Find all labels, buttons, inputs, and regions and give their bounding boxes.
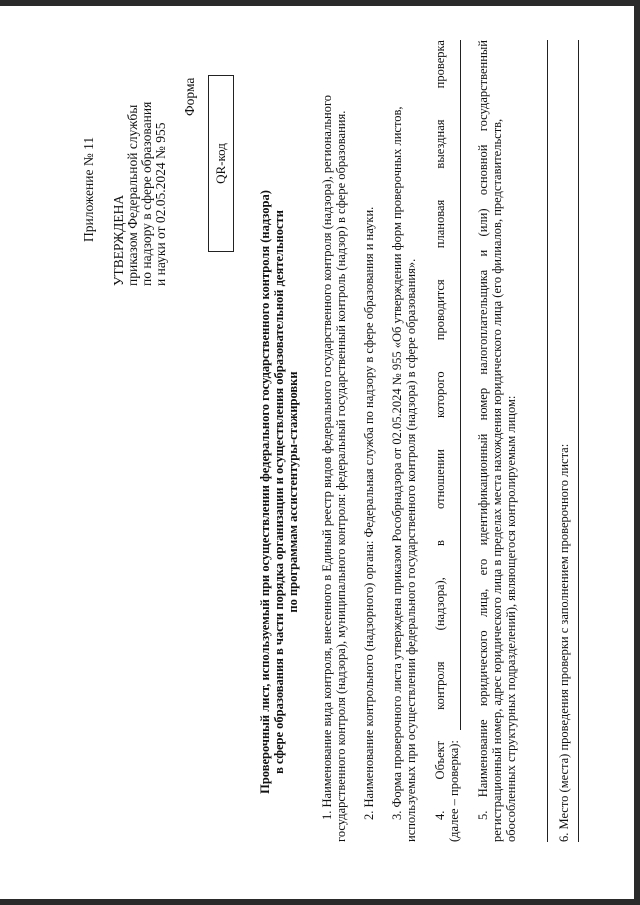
item-5-line-3: обособленных структурных подразделений), являющегося контролируемым лицом: xyxy=(504,395,518,842)
item-3-line-2: используемых при осуществлении федерального государственного контроля (надзора) в сфере образования». xyxy=(404,258,418,842)
item-3-line-1: 3. Форма проверочного листа утверждена приказом Рособрнадзора от 02.05.2024 № 955 «Об утверждении форм проверочных листов, xyxy=(390,106,404,820)
item-5-line-2: регистрационный номер, адрес юридического лица в пределах места нахождения юридического лица (его филиалов, представительств, xyxy=(490,118,504,842)
scan-border-bottom xyxy=(0,899,640,905)
title-line-3: по программам ассистентуры-стажировки xyxy=(286,371,300,613)
scan-border-right xyxy=(634,0,640,905)
item-5-line-1: 5. Наименование юридического лица, его идентификационный номер налогоплательщика и (или) основной государственный xyxy=(476,40,490,820)
rotated-document-page xyxy=(40,40,600,852)
item-1-line-1: 1. Наименование вида контроля, внесенного в Единый реестр видов федерального государственного контроля (надзора), регионального xyxy=(320,94,334,820)
order-line-1: приказом Федеральной службы xyxy=(125,104,140,286)
appendix-number: Приложение № 11 xyxy=(81,136,96,242)
item-4-fill-line xyxy=(460,40,461,730)
item-4-line-2: (далее – проверка): xyxy=(447,740,461,842)
item-6-fill-line xyxy=(578,40,579,842)
title-line-1: Проверочный лист, используемый при осуществлении федерального государственного контроля (надзора) xyxy=(258,190,272,794)
item-1-line-2: государственного контроля (надзора), муниципального контроля: федеральный государственный контроль (надзор) в сфере образования. xyxy=(334,110,348,842)
qr-code-box: QR-код xyxy=(208,75,234,252)
item-2-line-1: 2. Наименование контрольного (надзорного) органа: Федеральная служба по надзору в сфере образования и науки. xyxy=(362,206,376,820)
scan-border-top xyxy=(0,0,640,6)
approved-label: УТВЕРЖДЕНА xyxy=(111,194,126,286)
item-5-fill-line xyxy=(547,40,548,842)
order-line-2: по надзору в сфере образования xyxy=(139,101,154,286)
title-line-2: в сфере образования в части порядка организации и осуществления образовательной деятельности xyxy=(272,210,286,774)
order-line-3: и науки от 02.05.2024 № 955 xyxy=(153,122,168,286)
item-4-line-1: 4. Объект контроля (надзора), в отношении которого проводится плановая выездная проверка xyxy=(433,40,447,820)
form-label: Форма xyxy=(182,77,197,116)
item-6-line-1: 6. Место (места) проведения проверки с заполнением проверочного листа: xyxy=(557,443,571,842)
